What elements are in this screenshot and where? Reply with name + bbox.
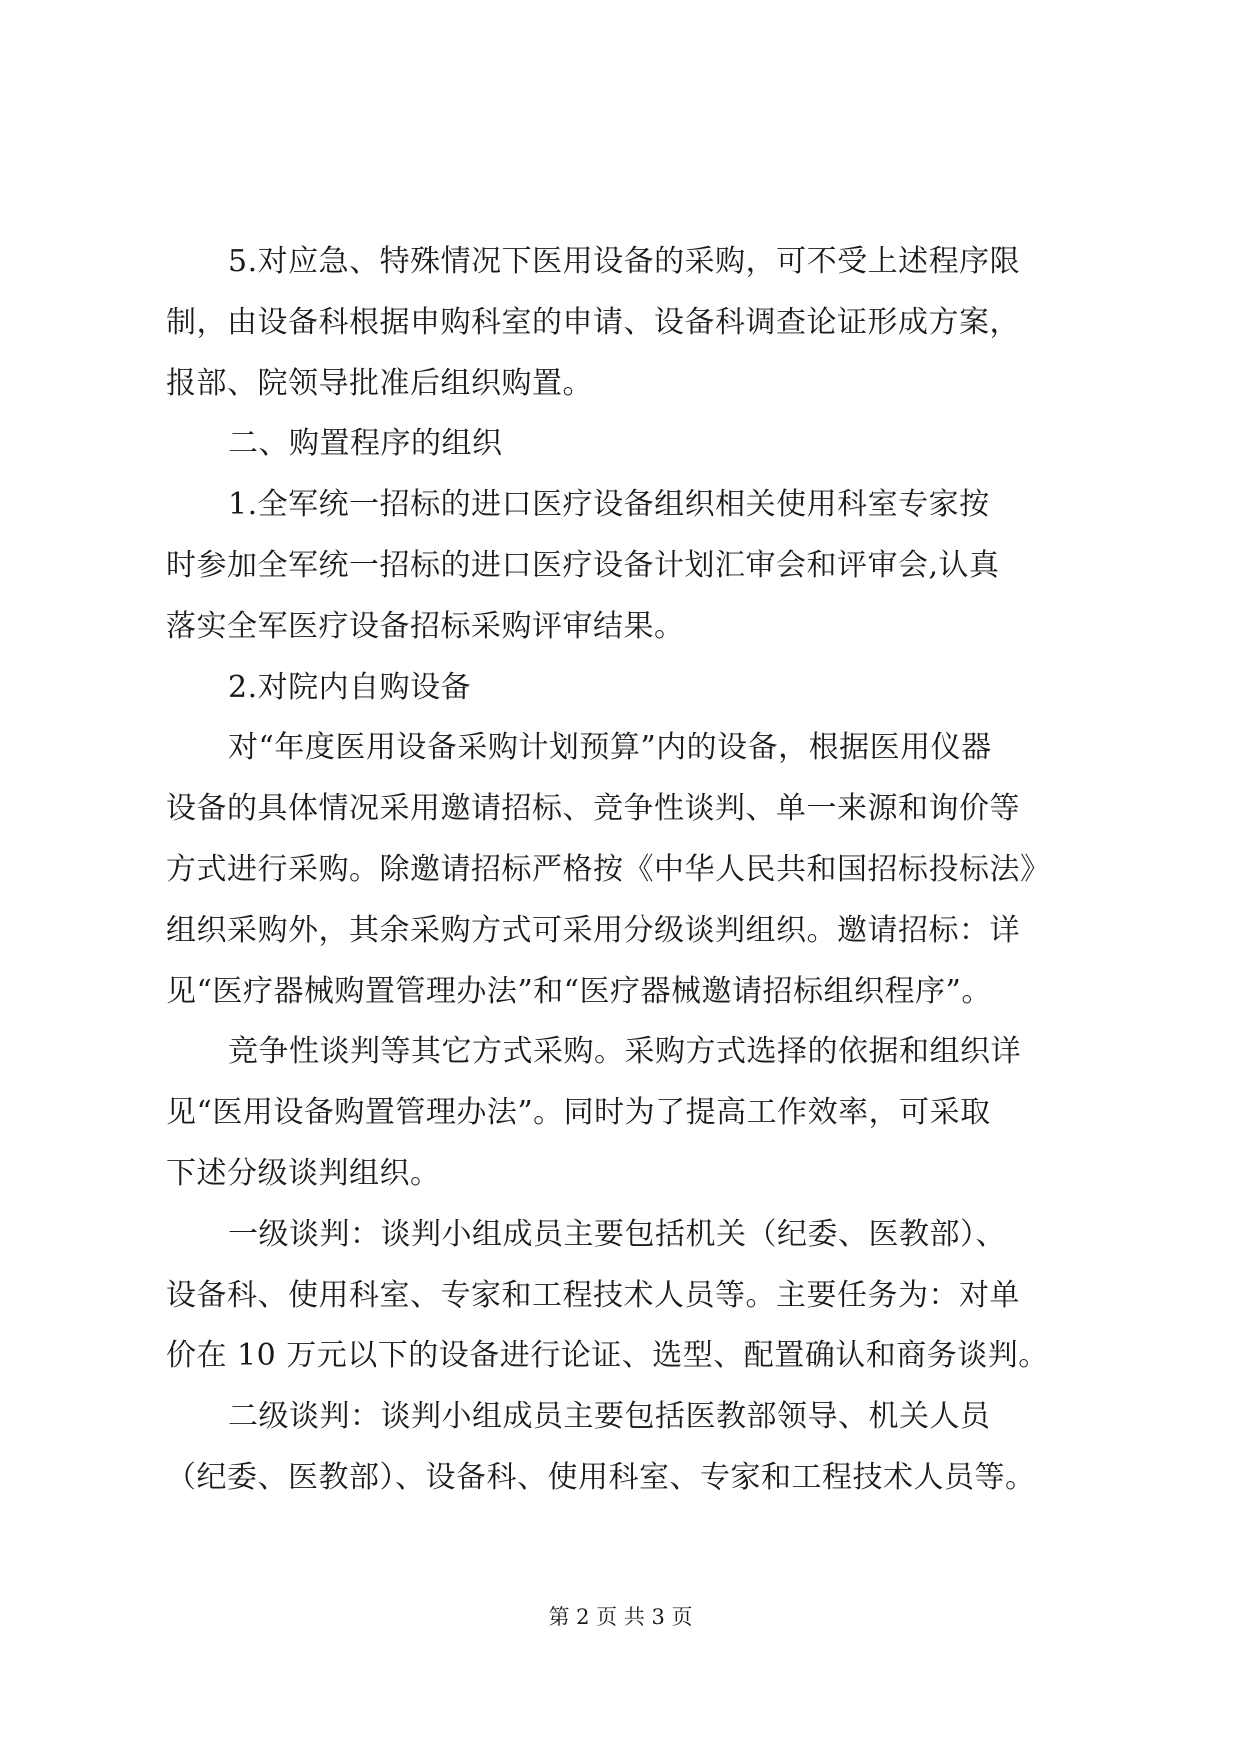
text-line: 下述分级谈判组织。 <box>166 1155 441 1191</box>
text-line: 见“医用设备购置管理办法”。同时为了提高工作效率，可采取 <box>166 1095 991 1131</box>
text-line: 二、购置程序的组织 <box>228 426 503 462</box>
text-line: 一级谈判：谈判小组成员主要包括机关（纪委、医教部）、 <box>228 1216 1006 1252</box>
text-line: 报部、院领导批准后组织购置。 <box>166 365 593 401</box>
text-line: 2.对院内自购设备 <box>228 669 472 705</box>
text-line: 1.全军统一招标的进口医疗设备组织相关使用科室专家按 <box>228 487 990 523</box>
text-line: 二级谈判：谈判小组成员主要包括医教部领导、机关人员 <box>228 1399 991 1435</box>
text-line: 价在 10 万元以下的设备进行论证、选型、配置确认和商务谈判。 <box>166 1338 1049 1374</box>
text-line: 落实全军医疗设备招标采购评审结果。 <box>166 608 685 644</box>
text-line: 方式进行采购。除邀请招标严格按《中华人民共和国招标投标法》 <box>166 851 1051 887</box>
document-body <box>166 232 1086 1509</box>
text-line: 设备科、使用科室、专家和工程技术人员等。主要任务为：对单 <box>166 1277 1020 1313</box>
text-line: 组织采购外，其余采购方式可采用分级谈判组织。邀请招标：详 <box>166 912 1020 948</box>
page-number-footer: 第 2 页 共 3 页 <box>548 1605 693 1629</box>
text-line: 5.对应急、特殊情况下医用设备的采购，可不受上述程序限 <box>228 244 1021 279</box>
text-line: 设备的具体情况采用邀请招标、竞争性谈判、单一来源和询价等 <box>166 791 1020 827</box>
text-line: （纪委、医教部）、设备科、使用科室、专家和工程技术人员等。 <box>166 1459 1036 1495</box>
text-line: 对“年度医用设备采购计划预算”内的设备，根据医用仪器 <box>228 730 992 766</box>
text-line: 时参加全军统一招标的进口医疗设备计划汇审会和评审会,认真 <box>166 547 1000 583</box>
text-line: 竞争性谈判等其它方式采购。采购方式选择的依据和组织详 <box>228 1034 1021 1070</box>
text-line: 见“医疗器械购置管理办法”和“医疗器械邀请招标组织程序”。 <box>166 973 992 1009</box>
text-line: 制，由设备科根据申购科室的申请、设备科调查论证形成方案， <box>166 304 1020 340</box>
